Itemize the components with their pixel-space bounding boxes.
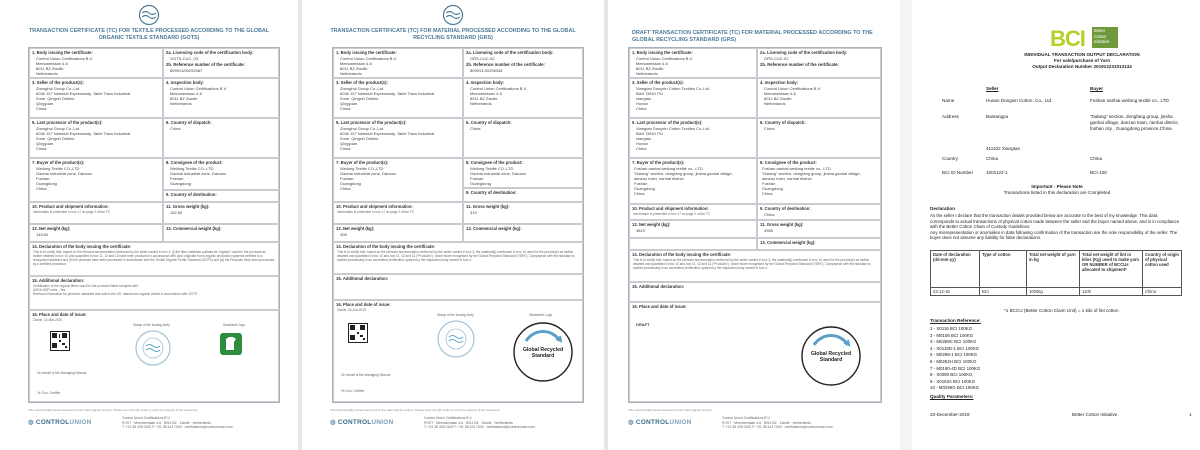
grs-logo-line-1: Global Recycled xyxy=(522,347,564,353)
list-item: 9 - X0153A BCI 100KG xyxy=(930,378,976,384)
box-1-value: Control Union Certifications B.V. Meeuwenlaan 4-6 8011 BZ Zwolle Netherlands xyxy=(340,56,397,76)
footer-address: Control Union Certifications B.V. POST · Meeuwenlaan 4-6 · 8011 BZ · Zwolle · Netherlands T: +31 38 426 0100 F: +31 38 423 7040 · certifications@controlunion.com xyxy=(722,416,833,429)
box-1-label: 1. Body issuing the certificate: xyxy=(32,50,93,55)
box-5-label: 5. Last processor of the product(s): xyxy=(32,120,103,125)
signature-label: On behalf of the Managing Director xyxy=(37,371,87,375)
table-header-cell: Date of declaration (dd-mm-yy) xyxy=(931,251,980,288)
box-14-value: This is to certify that, based on the relevant documentation delivered by the seller named in box 3, (i) the fibre materials outlined as “organic” used for the products as further detailed in box 10 and quantified in box 11, 12 and 13 have been produced in accordance with (and originate from) organic production systems certified to a recognised standard and (ii) the products have been processed in accordance with the Global Organic Textile Standard (GOTS) and (iii) the Products have been processed by a certified processor. xyxy=(33,250,275,266)
box-14-label: 14. Declaration of the body issuing the certificate: xyxy=(336,244,436,249)
footnote: This electronically issued document is the valid original version. Please scan the QR-code to verify the integrity of the document. xyxy=(330,408,501,412)
list-item: 10 - M0296G BCI 100KG xyxy=(930,385,980,391)
draft-grs-certificate-page xyxy=(608,0,900,450)
box-2b-value: 809913-00256346 xyxy=(470,68,503,73)
box-14-label: 14. Declaration of the body issuing the certificate: xyxy=(632,252,732,257)
grs-logo-line-1: Global Recycled xyxy=(810,351,852,357)
box-7-value: Weilong Textile CO.,LTD Gaohai industrial zone, Danzao Foshan Guangdong China xyxy=(36,166,92,191)
box-2b-label: 2b. Reference number of the certificate: xyxy=(466,62,545,67)
declaration-date: 23-December-2019 xyxy=(930,412,970,417)
box-8-value: Weilong Textile CO.,LTD Gaohai industrial zone, Danzao Foshan Guangdong xyxy=(470,166,526,186)
box-12 xyxy=(629,220,757,238)
table-header-cell: Type of cotton xyxy=(980,251,1027,288)
table-header-cell: Total net weight of yarn in kg xyxy=(1027,251,1080,288)
box-2b-label: 2b. Reference number of the certificate: xyxy=(166,62,245,67)
box-3-label: 3. Seller of the product(s): xyxy=(32,80,84,85)
box-12-label: 12. Net weight (kg): xyxy=(336,226,375,231)
box-4-value: Control Union Certifications B.V. Meeuwenlaan 4-6 8011 BZ Zwolle Netherlands xyxy=(470,86,527,106)
box-3 xyxy=(629,78,757,118)
footer xyxy=(28,408,280,438)
box-6-value: China xyxy=(470,126,481,131)
address-label: Address xyxy=(942,114,959,119)
box-12-value: 3819 xyxy=(636,228,645,233)
box-8-value: Foshan nanhai weilong textile co., LTD “Dalang” section, dongfang group, jinsha gaohai village, danzao town, nanhai district Foshan Guangdong China xyxy=(762,166,861,196)
box-7-label: 7. Buyer of the product(s): xyxy=(336,160,389,165)
draft-label: DRAFT xyxy=(636,322,650,327)
box-10-label: 10. Product and shipment information: xyxy=(632,206,709,211)
box-8 xyxy=(163,158,279,190)
qr-code-icon xyxy=(50,331,70,351)
stamp-label: Stamp of the issuing body xyxy=(133,323,170,327)
control-union-wordmark: ◍ CONTROLUNION xyxy=(28,419,92,426)
box-3-value: Zhonghui Group Co.,Ltd. 603# 107 National Expressway, Taihe Town Industrial Zone, Qingxin District Qingyuan China xyxy=(340,86,435,111)
box-1-value: Control Union Certifications B.V. Meeuwenlaan 4-6 8011 BZ Zwolle Netherlands xyxy=(36,56,93,76)
box-5-value: Xiangtan Dongxin Cotton Textiles Co.,Ltd. BAN TANG PU xiangtan Hunan China xyxy=(636,126,710,151)
box-2a-value: GRS-CUC-02 xyxy=(764,56,789,61)
table-row xyxy=(931,288,1182,296)
box-10 xyxy=(629,204,757,220)
box-12-label: 12. Net weight (kg): xyxy=(32,226,71,231)
box-2a-label: 2a. Licensing code of the certification body: xyxy=(466,50,554,55)
box-2a-value: GRS-CUC-02 xyxy=(470,56,495,61)
buyer-address: “Dalang” section, dongfang group, jinsha gaohai village, danzao town, nanhai district, foshan city , Guangdong province,China xyxy=(1090,114,1179,131)
box-6-value: China xyxy=(764,126,775,131)
box-3-value: Xiangtan Dongxin Cotton Textiles Co.,Ltd. BAN TANG PU xiangtan Hunan China xyxy=(636,86,710,111)
box-9 xyxy=(163,190,279,202)
box-4-label: 4. Inspection body: xyxy=(760,80,799,85)
certificate-form xyxy=(628,47,882,403)
box-16-label: 16. Place and date of issue: xyxy=(336,302,391,307)
box-5-label: 5. Last processor of the product(s): xyxy=(336,120,407,125)
table-header-cell: Total net weight of lint in kilos (Kg) used to make yarn OR NUMBER of BCCUs allocated to shipment* xyxy=(1080,251,1143,288)
box-10-value: Information is presented in box 17 on page 2 of the TC xyxy=(337,210,415,214)
box-spacer xyxy=(629,238,757,250)
footnote: This electronically issued document is the valid original version. Please scan the QR-code to verify the integrity of the document. xyxy=(28,408,199,412)
control-union-wordmark: ◍ CONTROLUNION xyxy=(330,419,394,426)
declaration-heading-label: Declaration xyxy=(930,206,956,211)
box-4-label: 4. Inspection body: xyxy=(166,80,205,85)
box-5 xyxy=(629,118,757,158)
box-1-value: Control Union Certifications B.V. Meeuwenlaan 4-6 8011 BZ Zwolle Netherlands xyxy=(636,56,693,76)
box-16-label: 16. Place and date of issue: xyxy=(32,312,87,317)
list-item: 5 - M0298-1 BCI 100KG xyxy=(930,352,978,358)
box-6-label: 6. Country of dispatch: xyxy=(760,120,806,125)
bci-logo: BCI xyxy=(1050,26,1085,51)
seller-country: China xyxy=(986,156,999,161)
box-9-label: 9. Country of destination: xyxy=(760,206,811,211)
box-2a-value: GOTS-CUC_03 xyxy=(170,56,199,61)
box-12 xyxy=(333,224,463,242)
box-12-value: 149.50 xyxy=(36,232,49,237)
heading-line-1: INDIVIDUAL TRANSACTION OUTPUT DECLARATION xyxy=(1024,52,1140,57)
box-16-label: 16. Place and date of issue: xyxy=(632,304,687,309)
box-15 xyxy=(29,276,279,310)
table-cell: BCI xyxy=(980,288,1027,296)
gots-certificate-page xyxy=(0,0,298,450)
box-11-label: 11. Gross weight (kg): xyxy=(760,222,804,227)
box-5-value: Zhonghui Group Co.,Ltd. 603# 107 National Expressway, Taihe Town Industrial Zone, Qingxin District Qingyuan China xyxy=(36,126,131,151)
box-4-value: Control Union Certifications B.V. Meeuwenlaan 4-6 8011 BZ Zwolle Netherlands xyxy=(170,86,227,106)
list-item: 4 - X0119D-1 BCI 100KG xyxy=(930,345,980,351)
bci-logo-subtitle: Better Cotton Initiative xyxy=(1092,27,1118,48)
page-separator xyxy=(900,0,912,450)
control-union-stamp-icon xyxy=(436,319,476,359)
box-2 xyxy=(757,48,881,78)
table-header-cell: Country of origin of physical cotton used xyxy=(1143,251,1182,288)
box-11-value: 152.50 xyxy=(170,210,183,215)
box-13-label: 13. Commercial weight (kg): xyxy=(466,226,522,231)
box-15-label: 15. Additional declaration: xyxy=(32,278,85,283)
grs-logo-line-2: Standard xyxy=(531,353,555,359)
box-6 xyxy=(463,118,583,158)
box-8-label: 8. Consignee of the product: xyxy=(466,160,523,165)
table-cell: China xyxy=(1143,288,1182,296)
box-10-label: 10. Product and shipment information: xyxy=(336,204,413,209)
box-16 xyxy=(333,300,583,402)
qr-code-icon xyxy=(348,323,368,343)
box-10-label: 10. Product and shipment information: xyxy=(32,204,109,209)
control-union-emblem-icon xyxy=(135,4,163,26)
grs-certificate-page xyxy=(302,0,604,450)
box-2a-label: 2a. Licensing code of the certification body: xyxy=(166,50,254,55)
box-1-label: 1. Body issuing the certificate: xyxy=(336,50,397,55)
table-cell: 1100 xyxy=(1080,288,1143,296)
seller-name: Hunan Dongxin Cotton. Co., Ltd xyxy=(986,98,1052,103)
grs-logo-line-2: Standard xyxy=(819,357,843,363)
important-title: Important - Please Note xyxy=(1031,184,1083,189)
box-2b-value: 809913/00292087 xyxy=(170,68,203,73)
box-12 xyxy=(29,224,163,242)
box-6 xyxy=(163,118,279,158)
certificate-title: TRANSACTION CERTIFICATE (TC) FOR TEXTILE PROCESSED ACCORDING TO THE GLOBAL ORGANIC TEXTILE STANDARD (GOTS) xyxy=(28,28,270,41)
box-14-value: This is to certify that, based on the relevant documentation delivered by the seller named in box 3, the material(s) mentioned in box 10 used for the product(s) as further detailed and quantified in box 10 and box 11, 12 and 13 (“Products”), which is/are recognised by the Global Recycled Standard (“GRS”). Compliance with the standard is audited periodically in an accredited certification system by the inspection body named in box 4. xyxy=(633,258,871,270)
box-8 xyxy=(757,158,881,204)
declaration-number: Output Declaration Number 201912231013134 xyxy=(1032,64,1132,69)
footer-address: Control Union Certifications B.V. POST · Meeuwenlaan 4-6 · 8011 BZ · Zwolle · Netherlands T: +31 38 426 0100 F: +31 38 423 7040 · certifications@controlunion.com xyxy=(424,416,535,429)
box-1 xyxy=(29,48,163,78)
box-2 xyxy=(163,48,279,78)
box-3-label: 3. Seller of the product(s): xyxy=(632,80,684,85)
seller-heading: Seller xyxy=(986,86,999,91)
box-15-label: 15. Additional declaration: xyxy=(632,284,685,289)
gots-logo-icon xyxy=(220,333,242,355)
control-union-stamp-icon xyxy=(134,329,172,367)
box-15 xyxy=(333,274,583,300)
box-11-label: 11. Gross weight (kg): xyxy=(166,204,210,209)
box-4-value: Control Union Certifications B.V. Meeuwenlaan 4-6 8011 BZ Zwolle Netherlands xyxy=(764,86,821,106)
box-7-value: Foshan nanhai weilong textile co., LTD “Dalang” section, dongfang group, jinsha gaohai village, danzao town, nanhai district Foshan Guangdong China xyxy=(634,166,733,196)
seller-bci-id: 1001122-1 xyxy=(986,170,1008,175)
box-6-label: 6. Country of dispatch: xyxy=(166,120,212,125)
control-union-emblem-icon xyxy=(439,4,467,26)
box-9 xyxy=(463,188,583,202)
organisation-name: Better Cotton Initiative xyxy=(1072,412,1118,417)
footer xyxy=(330,408,586,438)
box-1 xyxy=(629,48,757,78)
footer xyxy=(628,408,882,438)
box-7 xyxy=(333,158,463,202)
box-5-label: 5. Last processor of the product(s): xyxy=(632,120,703,125)
box-5 xyxy=(333,118,463,158)
logo-label: Standard's Logo xyxy=(529,313,553,317)
buyer-country: China xyxy=(1090,156,1103,161)
box-4-label: 4. Inspection body: xyxy=(466,80,505,85)
box-5 xyxy=(29,118,163,158)
box-14-label: 14. Declaration of the body issuing the certificate: xyxy=(32,244,132,249)
box-12-label: 12. Net weight (kg): xyxy=(632,222,671,227)
box-14 xyxy=(29,242,279,276)
box-6 xyxy=(757,118,881,158)
list-item: 8 - X0090 BCI 100KG xyxy=(930,372,973,378)
box-11 xyxy=(463,202,583,224)
transaction-table xyxy=(930,250,1182,296)
box-8-label: 8. Consignee of the product: xyxy=(760,160,817,165)
box-13 xyxy=(163,224,279,242)
signature-label: On behalf of the Managing Director xyxy=(341,373,391,377)
transaction-reference-heading: Transaction Reference: xyxy=(930,318,981,323)
box-14 xyxy=(629,250,881,282)
box-2 xyxy=(463,48,583,78)
box-3 xyxy=(333,78,463,118)
signer-name: Ye Guo, Certifier xyxy=(37,391,61,395)
box-16 xyxy=(629,302,881,402)
box-3 xyxy=(29,78,163,118)
box-1 xyxy=(333,48,463,78)
certificate-title: TRANSACTION CERTIFICATE (TC) FOR MATERIAL PROCESSED ACCORDING TO THE GLOBAL RECYCLING STANDARD (GRS) xyxy=(330,28,576,41)
place-date-value: Zwolle, 04-Jun-2019 xyxy=(337,308,366,312)
box-11-label: 11. Gross weight (kg): xyxy=(466,204,510,209)
grs-logo-text xyxy=(804,351,858,363)
seller-address: Bantangpu xyxy=(986,114,1009,119)
country-label: Country xyxy=(942,156,959,161)
buyer-heading: Buyer xyxy=(1090,86,1104,91)
box-11 xyxy=(163,202,279,224)
box-10-value: Information is presented in box 17 on page 2 of the TC xyxy=(633,212,711,216)
certificate-title: DRAFT TRANSACTION CERTIFICATE (TC) FOR MATERIAL PROCESSED ACCORDING TO THE GLOBAL RECYCLING STANDARD (GRS) xyxy=(632,30,873,43)
declaration-text: As the seller I declare that the transaction details provided below are accurate to the best of my knowledge. This data corresponds to actual transactions of physical cotton made between the seller and the buyer named above, and is in compliance with the Better Cotton Chain of Custody Guidelines. Any misrepresentation or anomalies in data following confirmation of the transaction are the sole responsibility of the seller. The buyer does not assume any liability for false declarations. xyxy=(930,213,1180,241)
list-item: 6 - M0262H BCI 100KG xyxy=(930,358,977,364)
box-13-label: 13. Commercial weight (kg): xyxy=(166,226,222,231)
important-note xyxy=(972,184,1142,196)
transaction-reference-list xyxy=(930,326,980,392)
box-9-value: China xyxy=(764,212,775,217)
box-5-value: Zhonghui Group Co.,Ltd. 603# 107 National Expressway, Taihe Town Industrial Zone, Qingxin District Qingyuan China xyxy=(340,126,435,151)
control-union-wordmark: ◍ CONTROLUNION xyxy=(628,419,692,426)
table-cell: 1000kg xyxy=(1027,288,1080,296)
buyer-bci-id: BCI-100 xyxy=(1090,170,1107,175)
place-date-value: Zwolle, 10-Mar-2020 xyxy=(33,318,63,322)
list-item: 2 - M0106 BCI 100KG xyxy=(930,332,974,338)
logo-label: Standard's logo xyxy=(223,323,246,327)
bccu-note: *1 BCCU (Better Cotton Claim Unit) = 1 kilo of lint cotton xyxy=(1004,308,1119,313)
box-11-value: 315 xyxy=(470,210,477,215)
box-7-label: 7. Buyer of the product(s): xyxy=(32,160,85,165)
declaration-heading xyxy=(1002,52,1162,70)
bci-id-label: BCI ID Number xyxy=(942,170,974,175)
box-16 xyxy=(29,310,279,402)
seller-postcode: 411102 Xiangtan xyxy=(986,146,1021,151)
box-15-value: Certification of the organic fibres used for the products listed complies with: USDA NOP rules - Yes Relevant information for products marketed and sold in the US: natural and organic claims in accordance with GOTS xyxy=(33,284,198,296)
box-3-value: Zhonghui Group Co.,Ltd. 603# 107 National Expressway, Taihe Town Industrial Zone, Qingxin District Qingyuan China xyxy=(36,86,131,111)
box-2b-label: 2b. Reference number of the certificate: xyxy=(760,62,839,67)
box-7 xyxy=(29,158,163,202)
box-14-value: This is to certify that, based on the relevant documentation delivered by the seller named in box 3, the material(s) mentioned in box 10 used for the product(s) as further detailed and quantified in box 10 and box 11, 12 and 13 (“Products”), which is/are recognised by the Global Recycled Standard (“GRS”). Compliance with the standard is audited periodically in an accredited certification system by the inspection body named in box 4. xyxy=(337,250,575,262)
stamp-label: Stamp of the issuing body xyxy=(437,313,474,317)
box-7-label: 7. Buyer of the product(s): xyxy=(632,160,685,165)
box-15-label: 15. Additional declaration: xyxy=(336,276,389,281)
certificate-form xyxy=(28,47,280,403)
box-7 xyxy=(629,158,757,204)
list-item: 7 - M0190-4D BCI 100KG xyxy=(930,365,981,371)
table-header-row xyxy=(931,251,1182,288)
box-2a-label: 2a. Licensing code of the certification body: xyxy=(760,50,848,55)
box-1-label: 1. Body issuing the certificate: xyxy=(632,50,693,55)
box-10 xyxy=(29,202,163,224)
box-4 xyxy=(463,78,583,118)
box-10-value: Information is presented in box 17 on page 2 of the TC xyxy=(33,210,111,214)
buyer-name: Foshan nanhai weilong textile co., LTD xyxy=(1090,98,1169,103)
box-4 xyxy=(163,78,279,118)
box-12-value: 308 xyxy=(340,232,347,237)
box-6-label: 6. Country of dispatch: xyxy=(466,120,512,125)
box-15 xyxy=(629,282,881,302)
box-11-value: 3965 xyxy=(764,228,773,233)
list-item: 3 - M0289C BCI 100KG xyxy=(930,339,977,345)
table-cell: 23-12-19 xyxy=(931,288,980,296)
footer-address: Control Union Certifications B.V. POST · Meeuwenlaan 4-6 · 8011 BZ · Zwolle · Netherlands T: +31 38 426 0100 F: +31 38 423 7040 · certifications@controlunion.com xyxy=(122,416,233,429)
box-9-label: 9. Country of destination: xyxy=(466,190,517,195)
bci-declaration-page xyxy=(912,0,1200,450)
box-14 xyxy=(333,242,583,274)
heading-line-2: For sale/purchase of Yarn xyxy=(1053,58,1111,63)
box-13-label: 13. Commercial weight (kg): xyxy=(760,240,816,245)
box-8 xyxy=(463,158,583,188)
page-number: 1 xyxy=(1189,412,1192,417)
box-11 xyxy=(757,220,881,238)
list-item: 1 - X0116 BCI 100KG xyxy=(930,326,973,331)
box-8-label: 8. Consignee of the product: xyxy=(166,160,223,165)
grs-logo-text xyxy=(516,347,570,359)
certificate-form xyxy=(332,47,584,403)
box-10 xyxy=(333,202,463,224)
quality-parameters-heading: Quality Parameters: xyxy=(930,394,974,399)
box-9-label: 9. Country of destination: xyxy=(166,192,217,197)
name-label: Name xyxy=(942,98,955,103)
box-9 xyxy=(757,204,881,220)
footnote: This electronically issued document is the valid original version. xyxy=(628,408,713,412)
box-13 xyxy=(463,224,583,242)
box-4 xyxy=(757,78,881,118)
box-7-value: Weilong Textile CO.,LTD Gaohai industrial zone, Danzao Foshan Guangdong China xyxy=(340,166,396,191)
important-text: Transactions listed in this declaration are Completed xyxy=(1003,190,1111,195)
box-8-value: Weilong Textile CO.,LTD Gaohai industrial zone, Danzao Foshan Guangdong xyxy=(170,166,226,186)
box-3-label: 3. Seller of the product(s): xyxy=(336,80,388,85)
box-6-value: China xyxy=(170,126,181,131)
box-13 xyxy=(757,238,881,250)
signer-name: Ye Guo, Certifier xyxy=(341,389,365,393)
